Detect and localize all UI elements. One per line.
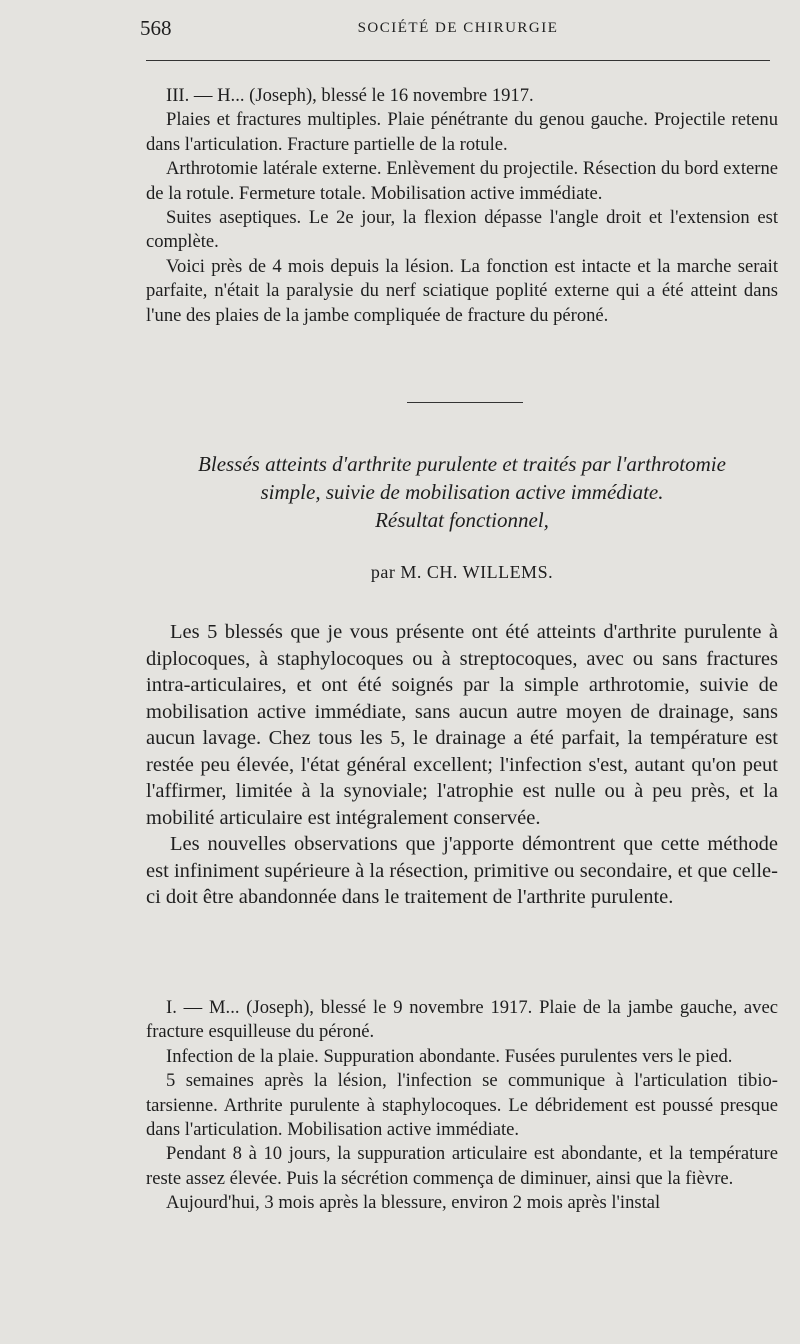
case-iii <box>146 84 778 328</box>
case-iii-paragraph: Suites aseptiques. Le 2e jour, la flexion dépasse l'angle droit et l'extension est complète. <box>146 207 778 253</box>
intro-paragraph: Les 5 blessés que je vous présente ont été atteints d'arthrite purulente à diplocoques, à staphylocoques ou à streptocoques, avec ou sans fractures intra-articulaires, et ont été soignés par la simple arthrotomie, suivie de mobilisation active immédiate, sans aucun autre moyen de drainage, sans aucun lavage. Chez tous les 5, le drainage a été parfait, la température est restée peu élevée, l'état général excellent; l'infection s'est, autant qu'on peut l'affirmer, limitée à la synoviale; l'atrophie est nulle ou à peu près, et la mobilité articulaire est intégralement conservée. <box>146 621 778 829</box>
article-title-line: Blessés atteints d'arthrite purulente et traités par l'arthrotomie <box>198 452 726 476</box>
author-byline: par M. CH. WILLEMS. <box>370 562 554 582</box>
case-i-paragraph: 5 semaines après la lésion, l'infection se communique à l'articulation tibio-tarsienne. Arthrite purulente à staphylocoques. Le débridement est poussé presque dans l'articulation. Mobilisation active immédiate. <box>146 1070 778 1141</box>
intro-paragraph: Les nouvelles observations que j'apporte démontrent que cette méthode est infiniment supérieure à la résection, primitive ou secondaire, et que celle-ci doit être abandonnée dans le traitement de l'arthrite purulente. <box>146 833 778 908</box>
case-i <box>146 996 778 1216</box>
running-title: SOCIÉTÉ DE CHIRURGIE <box>357 20 559 36</box>
case-iii-paragraph: Arthrotomie latérale externe. Enlèvement du projectile. Résection du bord externe de la rotule. Fermeture totale. Mobilisation active immédiate. <box>146 158 778 204</box>
article-intro <box>146 619 778 911</box>
case-i-heading: I. — M... (Joseph), blessé le 9 novembre 1917. Plaie de la jambe gauche, avec fracture esquilleuse du péroné. <box>146 997 778 1043</box>
section-separator <box>407 402 523 403</box>
case-iii-paragraph: Voici près de 4 mois depuis la lésion. La fonction est intacte et la marche serait parfaite, n'était la paralysie du nerf sciatique poplité externe qui a été atteint dans l'une des plaies de la jambe compliquée de fracture du péroné. <box>146 255 778 326</box>
case-i-paragraph: Aujourd'hui, 3 mois après la blessure, environ 2 mois après l'instal <box>166 1192 661 1214</box>
running-header <box>140 16 770 46</box>
article-title-line: simple, suivie de mobilisation active immédiate. <box>260 480 664 504</box>
case-i-paragraph: Pendant 8 à 10 jours, la suppuration articulaire est abondante, et la température reste assez élevée. Puis la sécrétion commença de diminuer, ainsi que la fièvre. <box>146 1143 778 1189</box>
article-title-line: Résultat fonctionnel, <box>375 508 549 532</box>
case-iii-heading: III. — H... (Joseph), blessé le 16 novembre 1917. <box>166 85 534 106</box>
header-rule <box>146 60 770 61</box>
case-iii-paragraph: Plaies et fractures multiples. Plaie pénétrante du genou gauche. Projectile retenu dans l'articulation. Fracture partielle de la rotule. <box>146 109 778 155</box>
article-title <box>146 450 778 534</box>
page-number: 568 <box>140 16 172 40</box>
case-i-paragraph: Infection de la plaie. Suppuration abondante. Fusées purulentes vers le pied. <box>166 1045 733 1067</box>
